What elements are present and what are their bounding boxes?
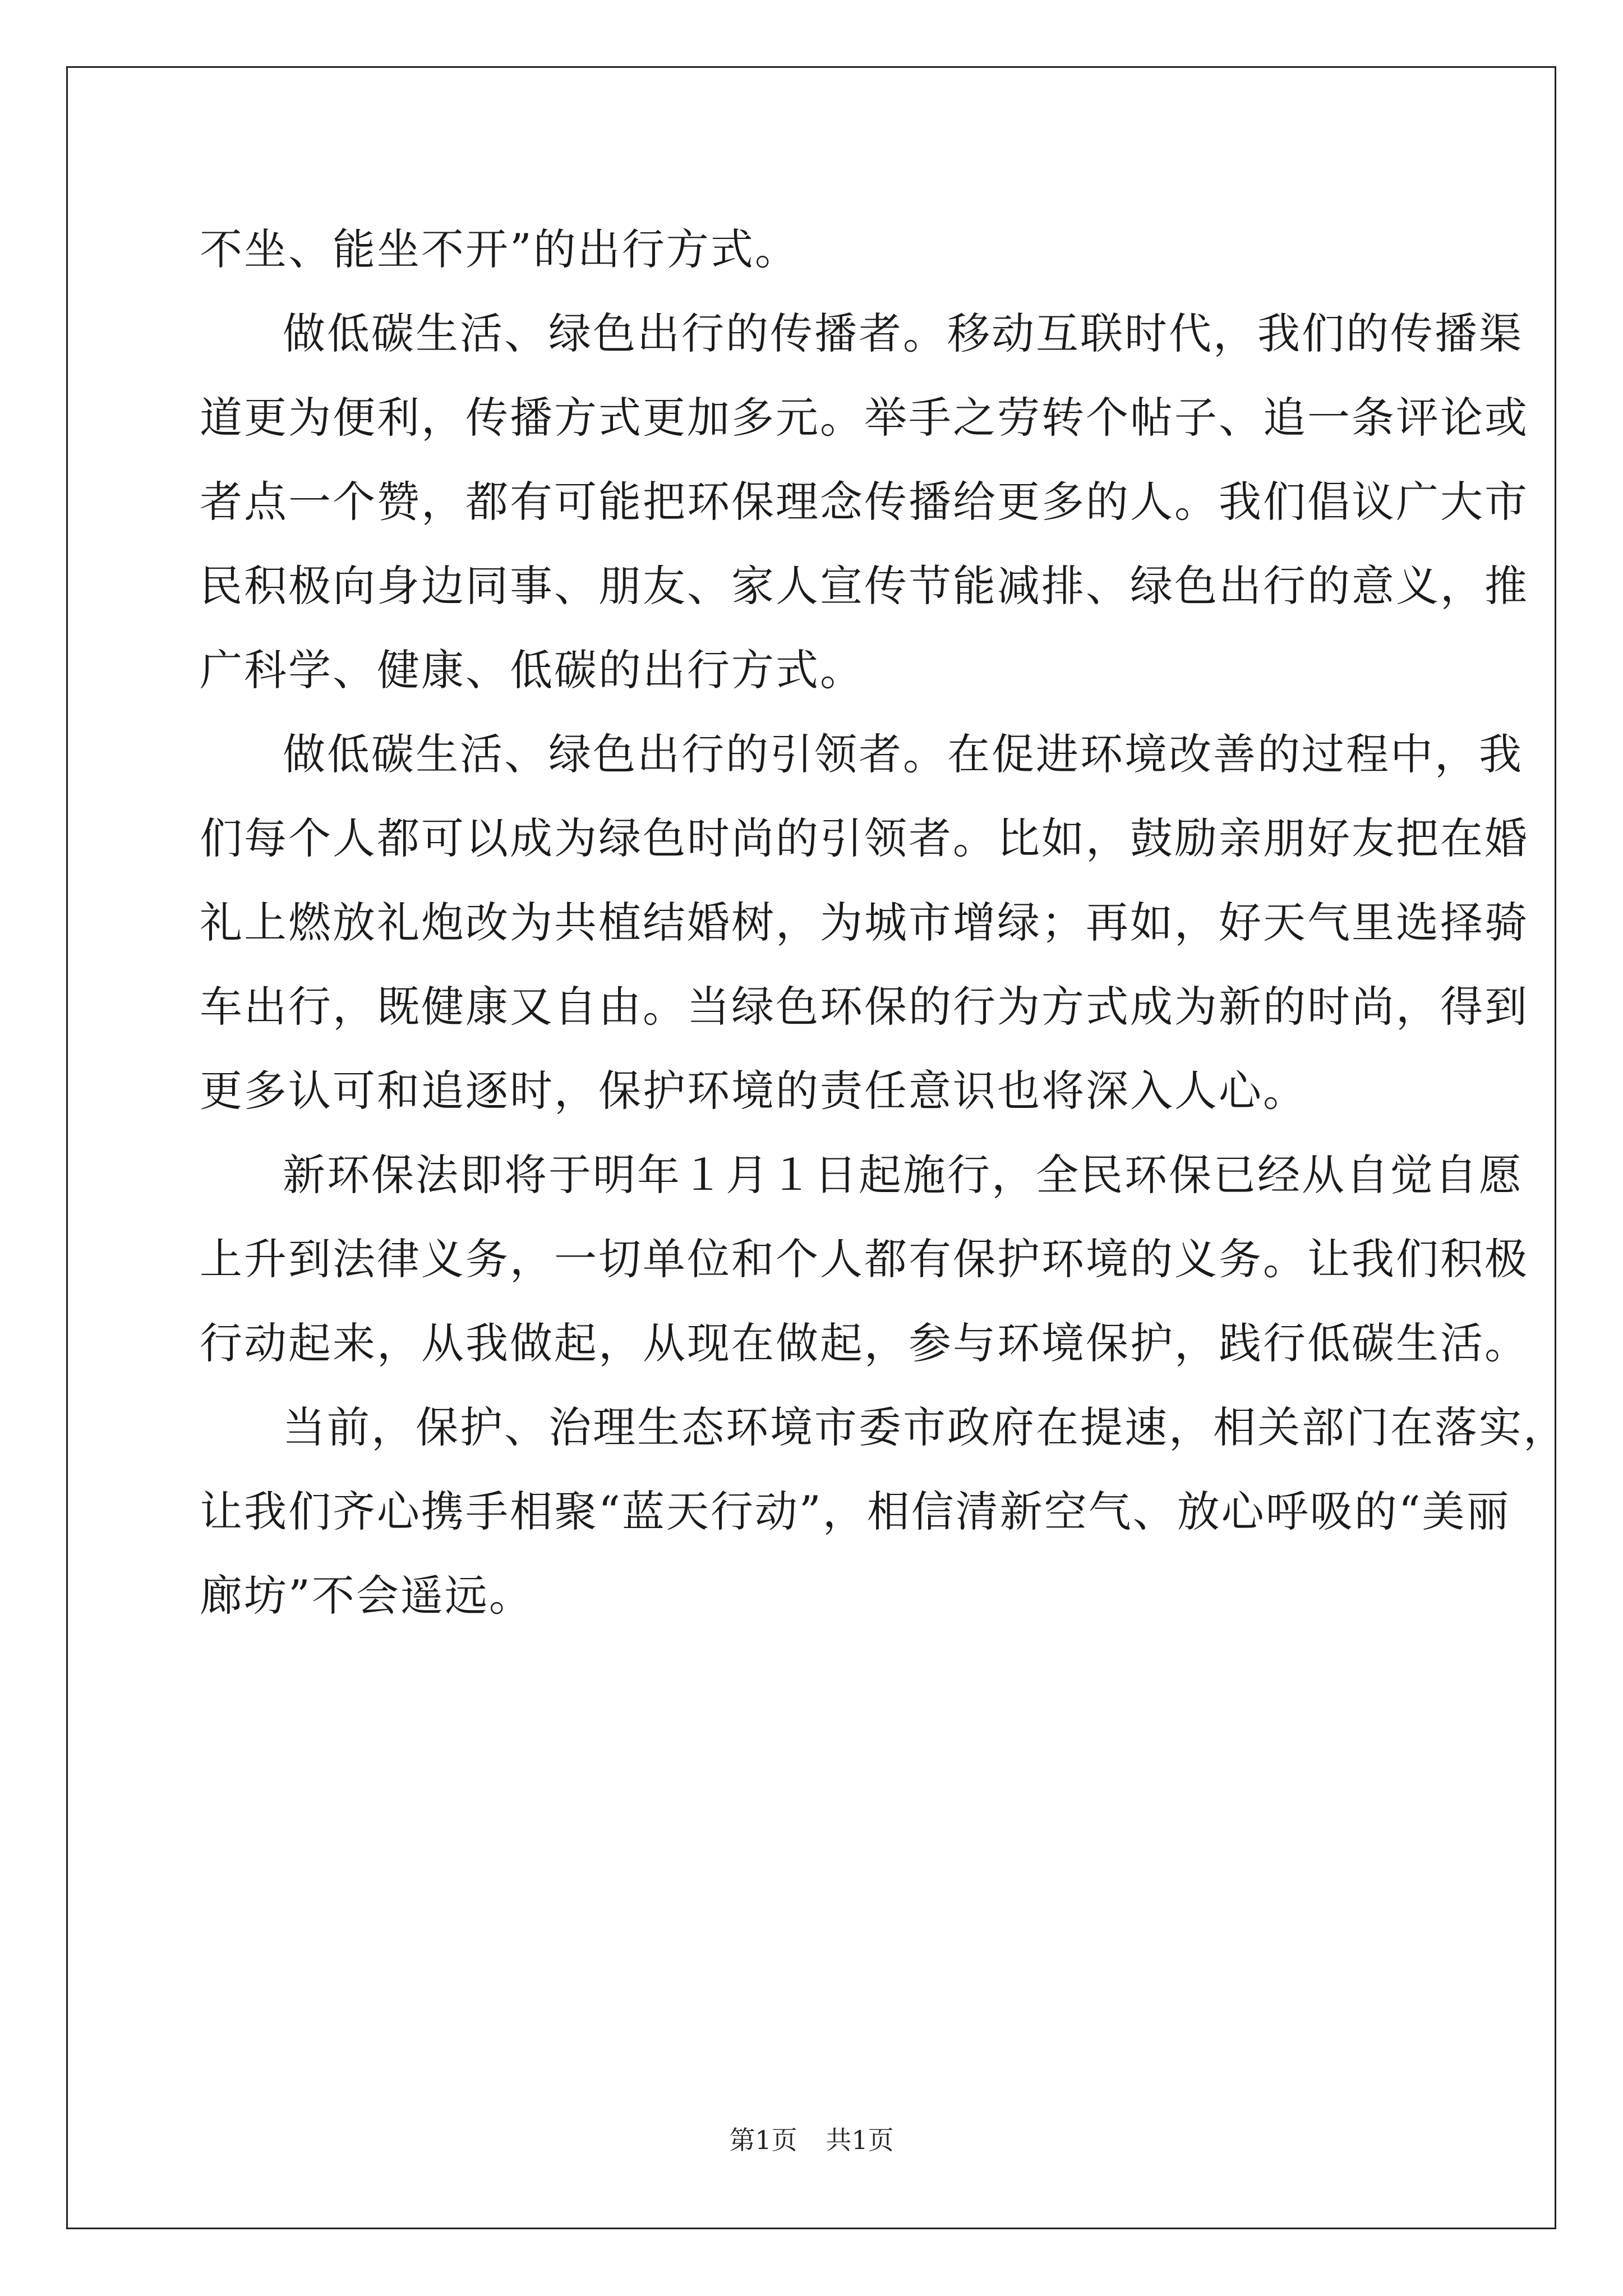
- text-line: 车出行，既健康又自由。当绿色环保的行为方式成为新的时尚，得到: [200, 982, 1529, 1032]
- text-line: 廊坊”不会遥远。: [200, 1571, 533, 1621]
- text-line: 者点一个赞，都有可能把环保理念传播给更多的人。我们倡议广大市: [200, 477, 1529, 527]
- text-line: 让我们齐心携手相聚“蓝天行动”，相信清新空气、放心呼吸的“美丽: [200, 1487, 1511, 1536]
- text-line: 礼上燃放礼炮改为共植结婚树，为城市增绿；再如，好天气里选择骑: [200, 898, 1529, 947]
- page-total: 共1页: [826, 2125, 894, 2155]
- text-line: 民积极向身边同事、朋友、家人宣传节能减排、绿色出行的意义，推: [200, 561, 1529, 611]
- text-line: 上升到法律义务，一切单位和个人都有保护环境的义务。让我们积极: [200, 1234, 1529, 1284]
- page-number: 第1页: [729, 2125, 797, 2155]
- paragraph-start-line: 做低碳生活、绿色出行的引领者。在促进环境改善的过程中，我: [283, 729, 1523, 779]
- paragraph-start-line: 新环保法即将于明年１月１日起施行，全民环保已经从自觉自愿: [283, 1150, 1523, 1200]
- paragraph-start-line: 当前，保护、治理生态环境市委市政府在提速，相关部门在落实，: [283, 1402, 1567, 1452]
- page-footer: [0, 2123, 1623, 2157]
- text-line: 道更为便利，传播方式更加多元。举手之劳转个帖子、追一条评论或: [200, 393, 1529, 443]
- text-line: 不坐、能坐不开”的出行方式。: [200, 224, 799, 274]
- paragraph-start-line: 做低碳生活、绿色出行的传播者。移动互联时代，我们的传播渠: [283, 309, 1523, 358]
- text-line: 们每个人都可以成为绿色时尚的引领者。比如，鼓励亲朋好友把在婚: [200, 813, 1529, 863]
- text-line: 行动起来，从我做起，从现在做起，参与环境保护，践行低碳生活。: [200, 1318, 1529, 1368]
- text-line: 更多认可和追逐时，保护环境的责任意识也将深入人心。: [200, 1066, 1307, 1116]
- text-line: 广科学、健康、低碳的出行方式。: [200, 645, 864, 695]
